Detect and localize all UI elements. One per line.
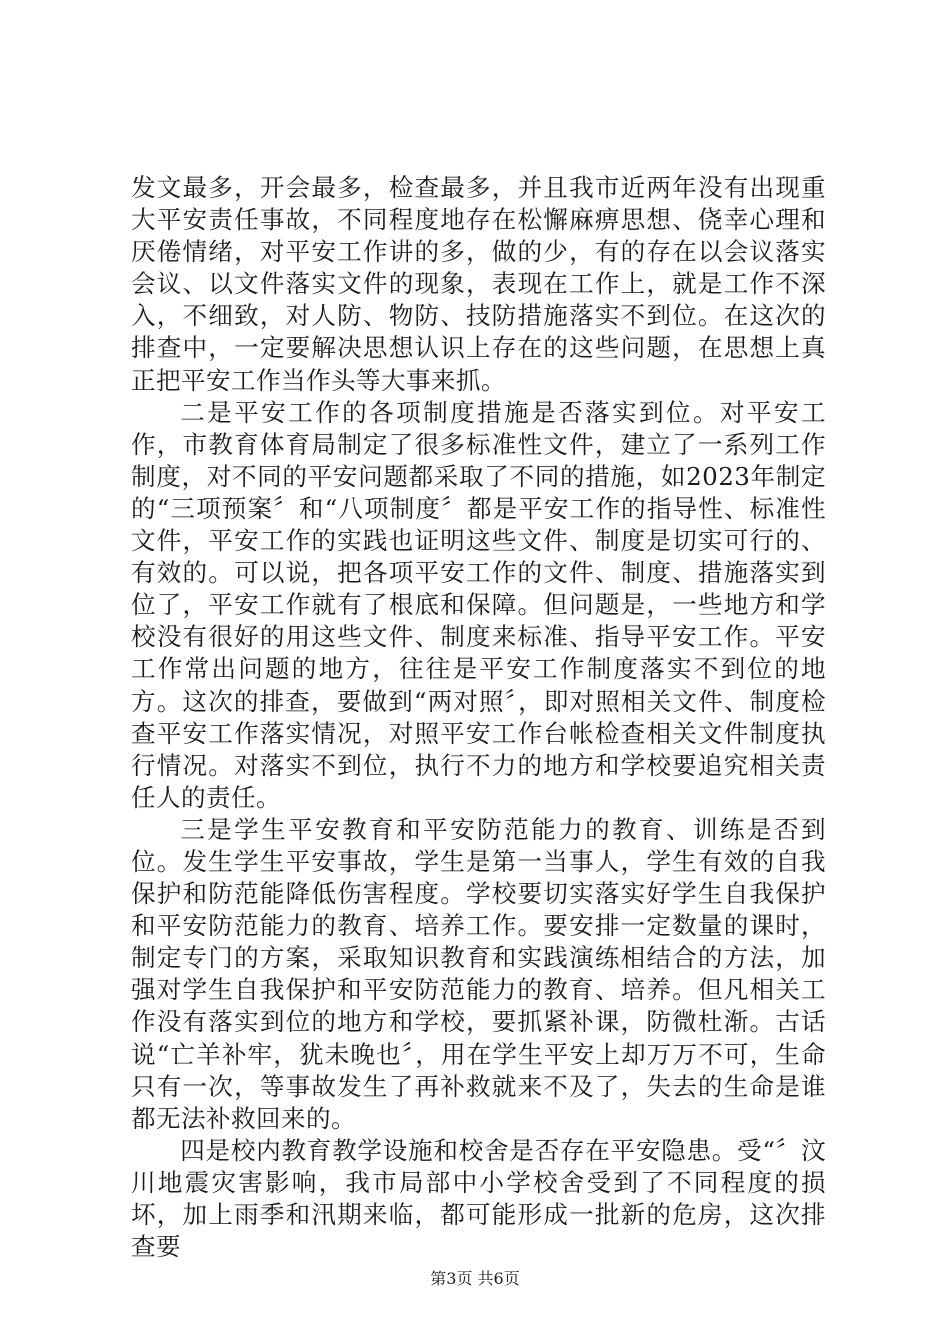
paragraph-point-three: 三是学生平安教育和平安防范能力的教育、训练是否到位。发生学生平安事故，学生是第一当事人，学生有效的自我保护和防范能降低伤害程度。学校要切实落实好学生自我保护和平安防范能力的教育、培养工作。要安排一定数量的课时，制定专门的方案，采取知识教育和实践演练相结合的方法，加强对学生自我保护和平安防范能力的教育、培养。但凡相关工作没有落实到位的地方和学校，要抓紧补课，防微杜渐。古话说“亡羊补牢，犹未晚也〞，用在学生平安上却万万不可，生命只有一次，等事故发生了再补救就来不及了，失去的生命是谁都无法补救回来的。: [131, 814, 826, 1133]
document-body: [131, 172, 826, 1263]
page-footer: 第3页 共6页: [430, 1269, 520, 1288]
paragraph-point-two: 二是平安工作的各项制度措施是否落实到位。对平安工作，市教育体育局制定了很多标准性文件，建立了一系列工作制度，对不同的平安问题都采取了不同的措施，如2023年制定的“三项预案〞和“八项制度〞都是平安工作的指导性、标准性文件，平安工作的实践也证明这些文件、制度是切实可行的、有效的。可以说，把各项平安工作的文件、制度、措施落实到位了，平安工作就有了根底和保障。但问题是，一些地方和学校没有很好的用这些文件、制度来标准、指导平安工作。平安工作常出问题的地方，往往是平安工作制度落实不到位的地方。这次的排查，要做到“两对照〞，即对照相关文件、制度检查平安工作落实情况，对照平安工作台帐检查相关文件制度执行情况。对落实不到位，执行不力的地方和学校要追究相关责任人的责任。: [131, 397, 826, 812]
paragraph-point-four: 四是校内教育教学设施和校舍是否存在平安隐患。受“〞汶川地震灾害影响，我市局部中小学校舍受到了不同程度的损坏，加上雨季和汛期来临，都可能形成一批新的危房，这次排查要: [131, 1135, 826, 1262]
paragraph-continuation: 发文最多，开会最多，检查最多，并且我市近两年没有出现重大平安责任事故，不同程度地存在松懈麻痹思想、侥幸心理和厌倦情绪，对平安工作讲的多，做的少，有的存在以会议落实会议、以文件落实文件的现象，表现在工作上，就是工作不深入，不细致，对人防、物防、技防措施落实不到位。在这次的排查中，一定要解决思想认识上存在的这些问题，在思想上真正把平安工作当作头等大事来抓。: [131, 173, 826, 395]
